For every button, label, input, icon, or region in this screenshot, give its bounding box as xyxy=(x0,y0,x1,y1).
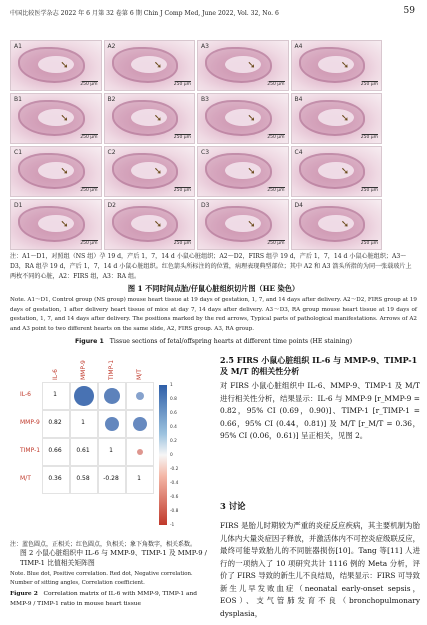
he-panel-d3 xyxy=(197,199,289,250)
figure1-caption-en-label: Figure 1 xyxy=(74,338,104,345)
row-label: MMP-9 xyxy=(20,419,40,426)
colorbar-tick: 0.8 xyxy=(170,397,177,402)
figure1-caption-cn: 图 1 不同时间点胎/仔鼠心脏组织切片图（HE 染色） xyxy=(127,284,300,293)
arrow-icon: ➘ xyxy=(340,218,350,230)
page-number: 59 xyxy=(403,6,415,16)
figure1-note-en: Note. A1～D1, Control group (NS group) mouse heart tissue at 19 days of gestation, 1, 7, and 14 days after delivery. A2～D2, FIRS group at 19 days of gestation, 1 after delivery heart tissue of mice at day 7, 14 days after delivery. A3～D3, RA group mouse heart tissue at 19 days of gestation, 1, 7, and 14 days after delivery. The positions marked by the red arrows, Typical parts of pathological manifestations. Arrows of A2 and A3 point to two different hearts on the same slide, A2, FIRS group. A3, RA group. xyxy=(10,297,417,332)
colorbar-tick: -1 xyxy=(170,523,175,528)
scale-bar: 250 μm xyxy=(360,188,378,193)
coefficient-label: 1 xyxy=(81,419,85,426)
matrix-cell xyxy=(98,382,126,410)
coefficient-label: 0.66 xyxy=(48,447,62,454)
correlation-dot xyxy=(74,386,94,406)
arrow-icon: ➘ xyxy=(340,59,350,71)
running-head: 中国比较医学杂志 2022 年 6 月第 32 卷第 6 期 Chin J Comp Med, June 2022, Vol. 32, No. 6 xyxy=(10,10,279,17)
section-2-5-body: 对 FIRS 小鼠心脏组织中 IL-6、MMP-9、TIMP-1 及 M/T 进行相关性分析，结果显示：IL-6 与 MMP-9 [r_MMP-9 = 0.82，95% CI (0.69，0.90)]、TIMP-1 [r_TIMP-1 = 0.66，95% CI (0.44，0.81)] 及 M/T [r_M/T = 0.36，95% CI (0.06，0.61)] 呈正相关，见图 2。 xyxy=(220,381,420,440)
arrow-icon: ➘ xyxy=(60,218,69,230)
row-label: IL-6 xyxy=(20,391,31,398)
panel-label: A1 xyxy=(14,43,22,50)
arrow-icon: ➘ xyxy=(340,165,350,177)
figure2-caption-cn: 图 2 小鼠心脏组织中 IL-6 与 MMP-9、TIMP-1 及 MMP-9 / TIMP-1 比值相关矩阵图 xyxy=(20,549,207,567)
column-label: M/T xyxy=(136,369,143,380)
he-panel-c2 xyxy=(104,146,196,197)
scale-bar: 250 μm xyxy=(173,241,191,246)
panel-label: A3 xyxy=(201,43,209,50)
scale-bar: 250 μm xyxy=(173,135,191,140)
arrow-icon: ➘ xyxy=(153,165,163,177)
scale-bar: 250 μm xyxy=(267,241,285,246)
matrix-cell xyxy=(126,438,154,466)
he-panel-c3 xyxy=(197,146,289,197)
scale-bar: 250 μm xyxy=(267,82,285,87)
scale-bar: 250 μm xyxy=(267,188,285,193)
figure2-note-en: Note. Blue dot, Positive correlation. Red dot, Negative correlation. Number of sitting angles, Correlation coefficient. xyxy=(10,571,193,586)
panel-label: D3 xyxy=(201,202,210,209)
coefficient-label: 0.36 xyxy=(48,475,62,482)
correlation-dot xyxy=(137,449,144,456)
scale-bar: 250 μm xyxy=(360,135,378,140)
panel-label: A2 xyxy=(107,43,116,50)
he-panel-a3 xyxy=(197,40,289,91)
figure2-caption-en-label: Figure 2 xyxy=(10,590,38,597)
figure1-caption-en xyxy=(0,338,427,345)
panel-label: C4 xyxy=(294,149,303,156)
correlation-dot xyxy=(104,388,120,404)
column-label: IL-6 xyxy=(52,369,59,380)
arrow-icon: ➘ xyxy=(153,218,163,230)
figure1-grid xyxy=(10,40,382,250)
colorbar xyxy=(159,385,167,525)
panel-label: B4 xyxy=(294,96,303,103)
he-panel-c4 xyxy=(291,146,383,197)
correlation-dot xyxy=(136,392,145,401)
coefficient-label: 0.82 xyxy=(48,419,62,426)
arrow-icon: ➘ xyxy=(247,112,256,124)
panel-label: B2 xyxy=(107,96,116,103)
arrow-icon: ➘ xyxy=(340,112,350,124)
he-panel-d1 xyxy=(10,199,102,250)
he-panel-b1 xyxy=(10,93,102,144)
figure1-caption-en-text: Tissue sections of fetal/offspring hearts at different time points (HE staining) xyxy=(109,338,353,345)
panel-label: D2 xyxy=(107,202,116,209)
column-label: MMP-9 xyxy=(80,360,87,380)
figure2-note-cn: 注：蓝色圆点，正相关；红色圆点，负相关；象下角数字，相关系数。 xyxy=(10,541,197,548)
arrow-icon: ➘ xyxy=(153,112,163,124)
he-panel-a4 xyxy=(291,40,383,91)
coefficient-label: 0.61 xyxy=(76,447,90,454)
arrow-icon: ➘ xyxy=(247,165,256,177)
row-label: TIMP-1 xyxy=(20,447,41,454)
panel-label: C2 xyxy=(107,149,116,156)
matrix-cell xyxy=(98,410,126,438)
he-panel-a2 xyxy=(104,40,196,91)
column-label: TIMP-1 xyxy=(108,359,115,380)
he-panel-a1 xyxy=(10,40,102,91)
panel-label: B1 xyxy=(14,96,22,103)
colorbar-tick: 0.6 xyxy=(170,411,177,416)
panel-label: B3 xyxy=(201,96,209,103)
colorbar-tick: 0 xyxy=(170,453,173,458)
coefficient-label: 1 xyxy=(109,447,113,454)
colorbar-tick: -0.8 xyxy=(170,509,179,514)
coefficient-label: 1 xyxy=(53,391,57,398)
he-panel-b4 xyxy=(291,93,383,144)
arrow-icon: ➘ xyxy=(247,218,256,230)
panel-label: C3 xyxy=(201,149,210,156)
he-panel-d2 xyxy=(104,199,196,250)
matrix-cell xyxy=(70,382,98,410)
scale-bar: 250 μm xyxy=(173,188,191,193)
panel-label: D1 xyxy=(14,202,23,209)
correlation-dot xyxy=(105,417,120,432)
coefficient-label: 0.58 xyxy=(76,475,90,482)
colorbar-tick: -0.4 xyxy=(170,481,179,486)
scale-bar: 250 μm xyxy=(267,135,285,140)
matrix-cell xyxy=(126,410,154,438)
panel-label: D4 xyxy=(294,202,303,209)
scale-bar: 250 μm xyxy=(80,188,98,193)
arrow-icon: ➘ xyxy=(153,59,163,71)
arrow-icon: ➘ xyxy=(60,59,69,71)
matrix-cell xyxy=(126,382,154,410)
section-3-heading: 3 讨论 xyxy=(220,501,246,511)
section-2-5-heading: 2.5 FIRS 小鼠心脏组织 IL-6 与 MMP-9、TIMP-1 及 M/T 的相关性分析 xyxy=(220,355,418,376)
colorbar-tick: -0.2 xyxy=(170,467,179,472)
figure2-caption-en-text: Correlation matrix of IL-6 with MMP-9, TIMP-1 and MMP-9 / TIMP-1 ratio in mouse heart tissue xyxy=(10,591,198,607)
scale-bar: 250 μm xyxy=(80,241,98,246)
coefficient-label: 1 xyxy=(137,475,141,482)
he-panel-c1 xyxy=(10,146,102,197)
correlation-dot xyxy=(133,417,147,431)
scale-bar: 250 μm xyxy=(360,82,378,87)
arrow-icon: ➘ xyxy=(60,165,69,177)
scale-bar: 250 μm xyxy=(173,82,191,87)
coefficient-label: -0.28 xyxy=(103,475,119,482)
scale-bar: 250 μm xyxy=(80,82,98,87)
arrow-icon: ➘ xyxy=(247,59,256,71)
he-panel-b2 xyxy=(104,93,196,144)
row-label: M/T xyxy=(20,475,31,482)
correlation-matrix xyxy=(20,356,170,536)
panel-label: A4 xyxy=(294,43,303,50)
section-3-body: FIRS 是胎儿时期较为严重的炎症反应疾病，其主要机制为胎儿体内大量炎症因子释放，并激活体内不可控炎症级联反应，最终可能导致胎儿的不同脏器损伤[10]。Tang 等[11] 人进行的一项纳入了 10 项研究共计 1116 例的 Meta 分析，评价了 FIRS 导致的新生儿不良结局，结果显示：FIRS 可导致新生儿早发败血症（neonatal early-onset sepsis，EOS）、支气管肺发育不良（bronchopulmonary dysplasia， xyxy=(220,521,420,618)
scale-bar: 250 μm xyxy=(80,135,98,140)
colorbar-tick: 1 xyxy=(170,383,173,388)
colorbar-tick: -0.6 xyxy=(170,495,179,500)
figure1-note-cn: 注：A1～D1，对照组（NS 组）孕 19 d，产后 1，7，14 d 小鼠心脏组织；A2～D2，FIRS 组孕 19 d，产后 1，7，14 d 小鼠心脏组织；A3～D3，RA 组孕 19 d，产后 1，7，14 d 小鼠心脏组织。红色箭头所标注的的位置，病理表现典型部位；其中 A2 和 A3 箭头所指的为同一张载玻片上两枚不同的心脏，A2：FIRS 组，A3：RA 组。 xyxy=(10,253,412,280)
scale-bar: 250 μm xyxy=(360,241,378,246)
colorbar-tick: 0.2 xyxy=(170,439,177,444)
he-panel-d4 xyxy=(291,199,383,250)
arrow-icon: ➘ xyxy=(60,112,69,124)
panel-label: C1 xyxy=(14,149,23,156)
colorbar-tick: 0.4 xyxy=(170,425,177,430)
figure2-caption-en xyxy=(10,589,210,609)
he-panel-b3 xyxy=(197,93,289,144)
